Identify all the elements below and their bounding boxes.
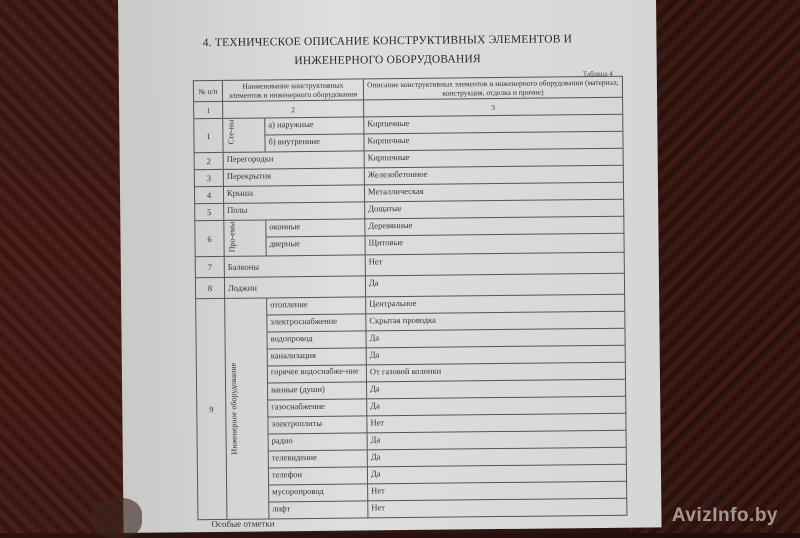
table-row: водопровод Да (196, 328, 625, 349)
col-num-2: 2 (223, 100, 364, 118)
table-row: б) внутренние Кирпичные (194, 131, 623, 152)
document-title-line1: 4. ТЕХНИЧЕСКОЕ ОПИСАНИЕ КОНСТРУКТИВНЫХ ЭЛЕМЕНТОВ И (202, 33, 573, 50)
col-num-1: 1 (194, 101, 223, 118)
table-row: канализация Да (196, 345, 625, 366)
table-row: электроплиты Нет (197, 413, 626, 434)
table-row: 6 Про-емы оконные Деревянные (195, 216, 624, 237)
table-row: 2 Перегородки Кирпичные (194, 148, 623, 169)
document-title-line2: ИНЖЕНЕРНОГО ОБОРУДОВАНИЯ (294, 53, 481, 68)
watermark: AvizInfo.by (671, 505, 778, 526)
header-name: Наименование конструктивных элементов и инженерного оборудования (222, 79, 363, 101)
table-row: телевидение Да (197, 447, 626, 468)
table-row: газоснабжение Да (197, 396, 626, 417)
table-row: горячее водоснабже-ние От газовой колонки (196, 362, 625, 383)
table-row: мусоропровод Нет (198, 481, 627, 502)
header-num: № п/п (193, 80, 222, 101)
table-row: 3 Перекрытия Железобетонное (194, 165, 623, 186)
table-row: 9 Инженерное оборудование отопление Центральное (196, 294, 625, 315)
table-row: 1 Сте-ны а) наружные Кирпичные (194, 114, 623, 135)
table-row: радио Да (197, 430, 626, 451)
table-row: 8 Лоджии Да (195, 273, 624, 298)
background-carpet-left (0, 0, 130, 533)
table-row: лифт Нет (198, 498, 627, 519)
table-row: ванные (души) Да (197, 379, 626, 400)
table-row: 7 Балконы Нет (195, 252, 624, 277)
header-description: Описание конструктивных элементов и инженерного оборудования (материал, конструкция, отделка и прочие) (363, 76, 622, 100)
document-page (118, 0, 662, 533)
finger-shadow (92, 498, 142, 538)
table-row: телефон Да (197, 464, 626, 485)
table-row: 4 Крыша Металлическая (194, 182, 623, 203)
special-notes-label: Особые отметки (211, 518, 275, 530)
col-num-3: 3 (364, 97, 623, 117)
table-row: дверные Щитовые (195, 233, 624, 256)
table-row: электроснабжение Скрытая проводка (196, 311, 625, 332)
table-number: Таблица 4 (582, 69, 613, 79)
technical-description-table (193, 76, 628, 520)
table-row: 5 Полы Дощатые (195, 199, 624, 220)
